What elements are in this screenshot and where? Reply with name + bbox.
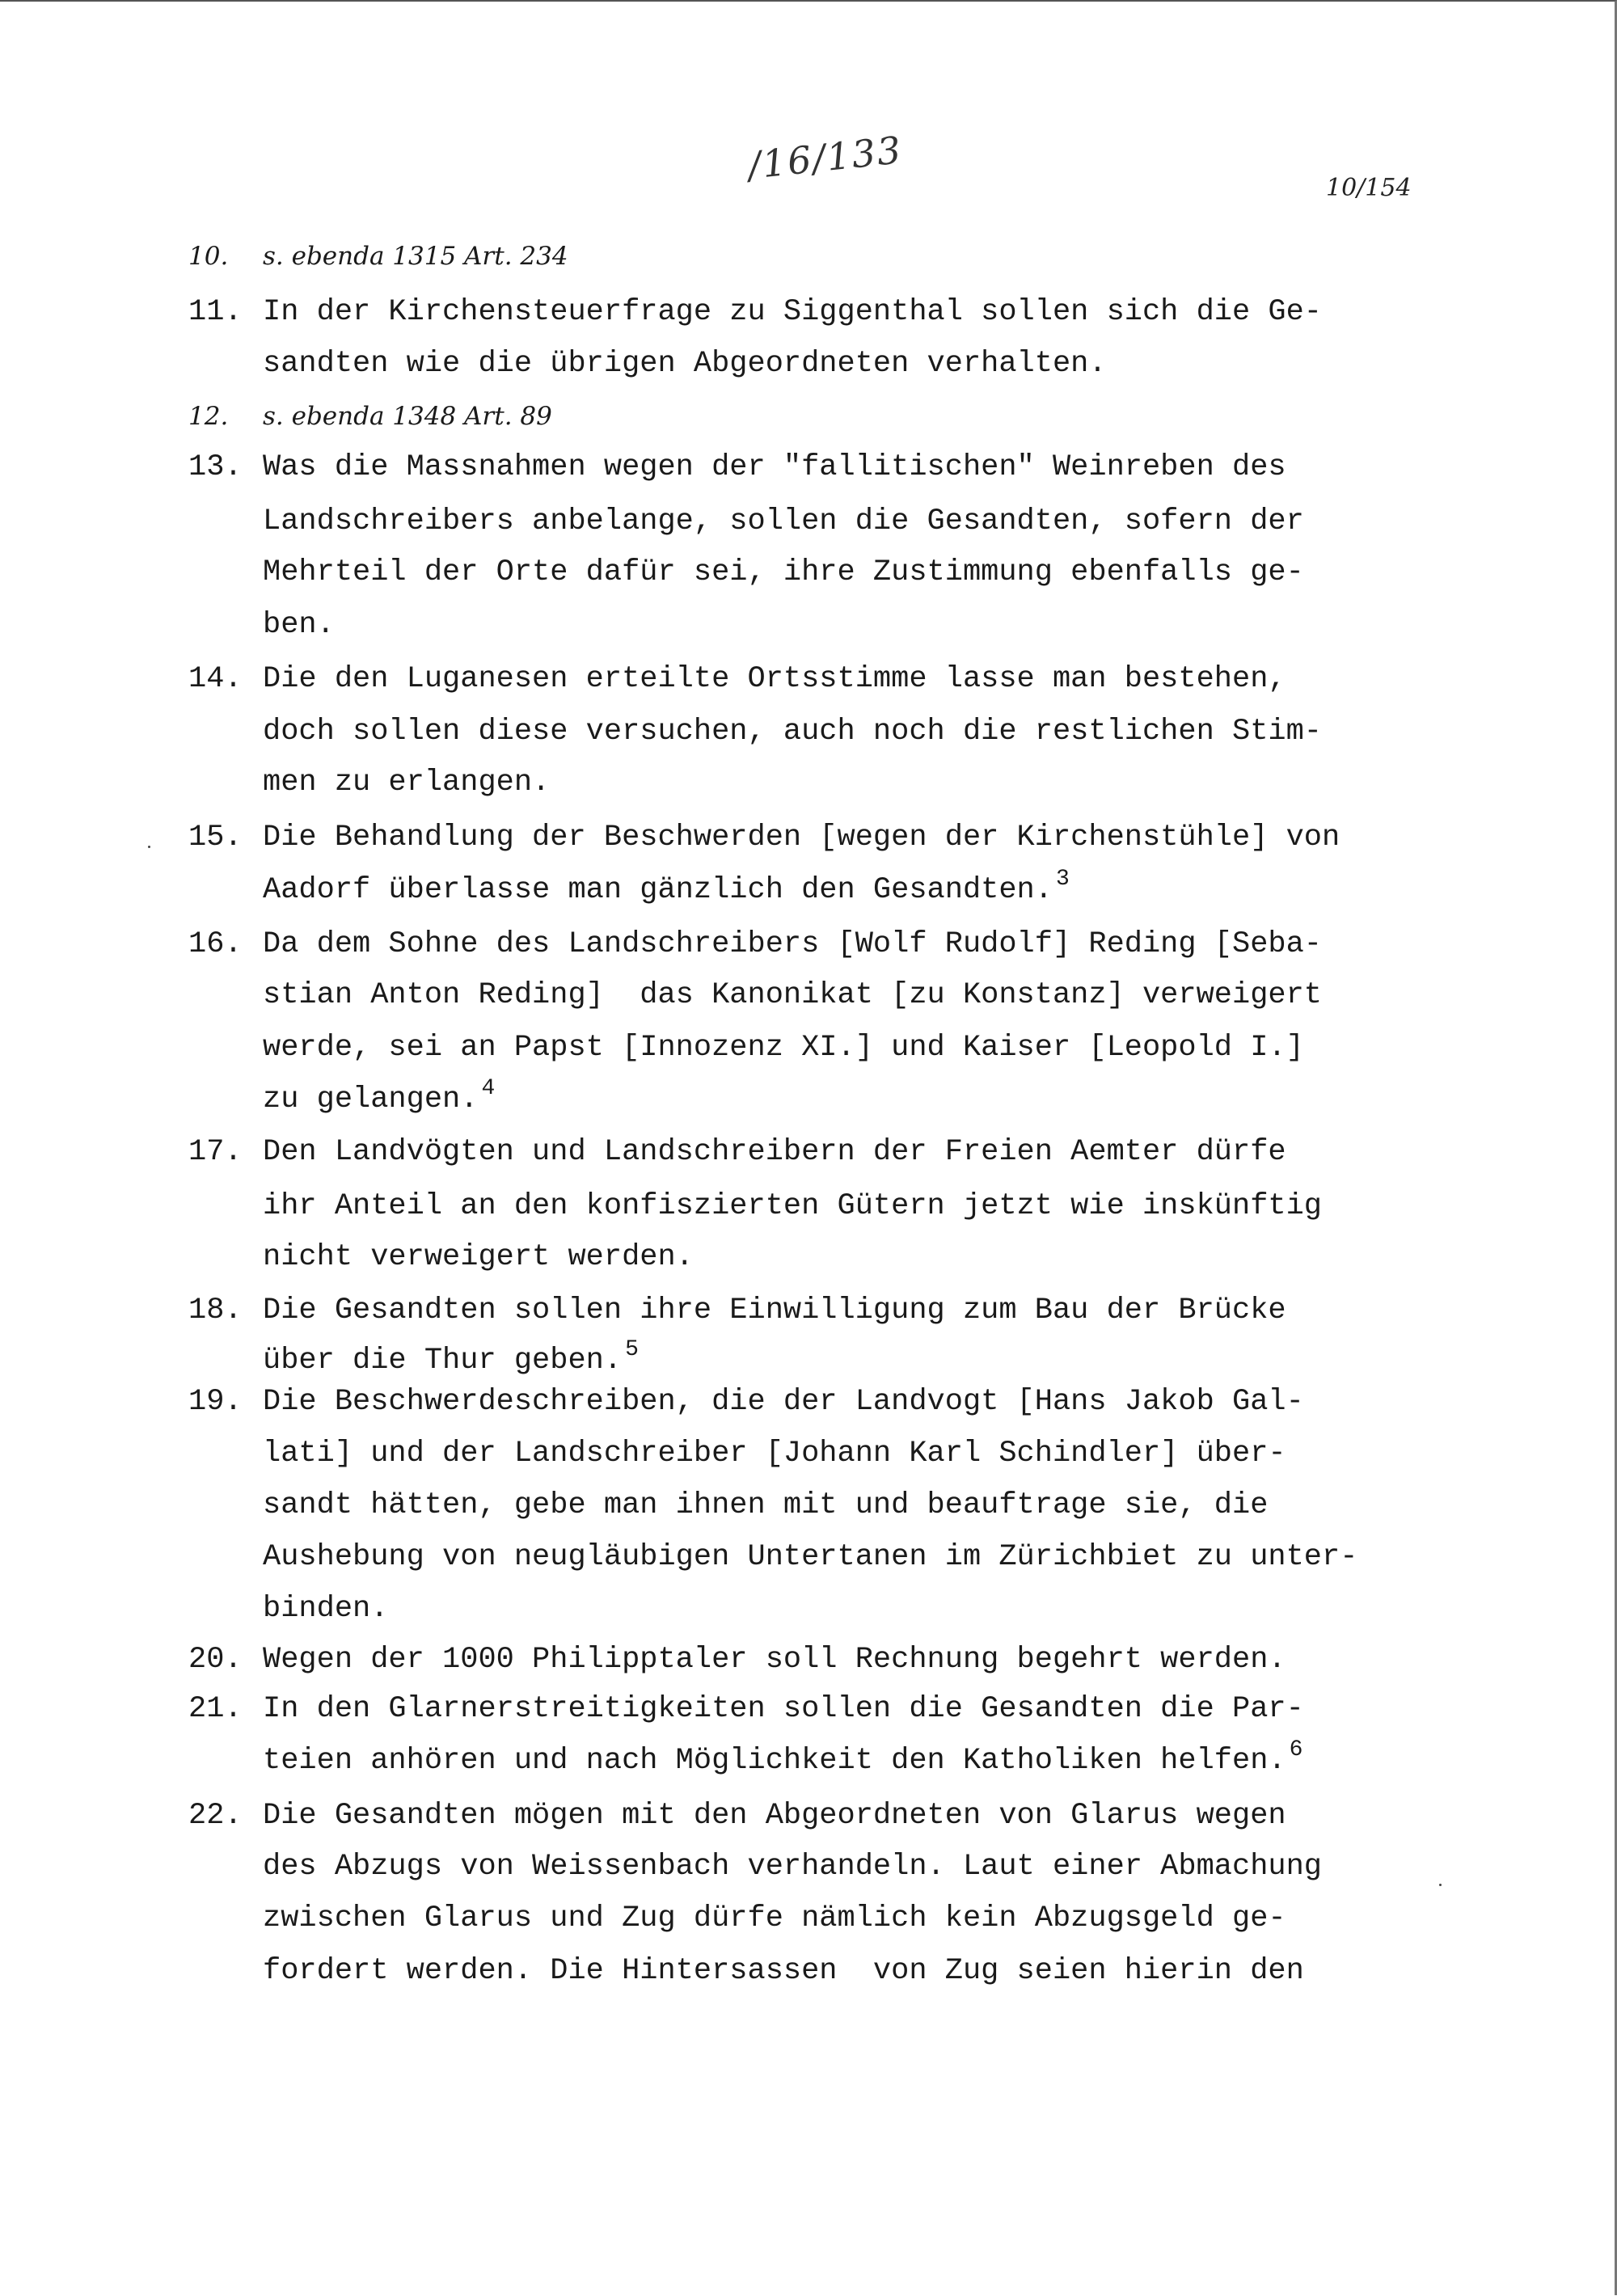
entry-number: 19. — [188, 1385, 243, 1419]
entry-number: 18. — [188, 1294, 243, 1327]
entry-number: 13. — [188, 450, 243, 484]
entry-text: ben. — [263, 608, 335, 642]
entry-text: teien anhören und nach Möglichkeit den Katholiken helfen. — [263, 1744, 1286, 1778]
entry-text-line — [263, 978, 1323, 1012]
page-number: 10/154 — [1326, 174, 1412, 202]
entry-text: fordert werden. Die Hintersassen von Zug seien hierin den — [263, 1954, 1304, 1988]
entry-text-line — [263, 349, 1107, 379]
entry-text-line — [263, 1852, 1322, 1882]
entry-text-line — [263, 867, 1070, 907]
entry-number: 16. — [188, 927, 243, 961]
entry-text: Wegen der 1000 Philipptaler soll Rechnung begehrt werden. — [263, 1643, 1286, 1677]
footnote-marker: 5 — [625, 1337, 639, 1362]
entry-text: s. ebenda 1315 Art. 234 — [263, 242, 568, 271]
entry-text: doch sollen diese versuchen, auch noch die restlichen Stim- — [263, 715, 1323, 749]
entry-text-line — [263, 295, 1323, 329]
entry-text: Was die Massnahmen wegen der "fallitischen" Weinreben des — [263, 450, 1286, 484]
entry-text: In den Glarnerstreitigkeiten sollen die Gesandten die Par- — [263, 1692, 1304, 1726]
entry-text-line — [263, 404, 552, 429]
entry-text-line — [263, 1901, 1286, 1935]
entry-text: Mehrteil der Orte dafür sei, ihre Zustimmung ebenfalls ge- — [263, 555, 1304, 589]
entry-text: Die Beschwerdeschreiben, die der Landvogt [Hans Jakob Gal- — [263, 1385, 1304, 1419]
entry-text-line — [263, 1801, 1286, 1831]
entry-text-line — [263, 1439, 1286, 1469]
entry-text-line — [263, 555, 1304, 589]
entry-text-line — [263, 1387, 1304, 1417]
entry-text-line — [263, 717, 1322, 747]
margin-speck — [1439, 1884, 1442, 1886]
entry-number: 12. — [188, 402, 229, 431]
entry-text: sandten wie die übrigen Abgeordneten verhalten. — [263, 347, 1107, 381]
entry-text-line — [263, 504, 1304, 538]
entry-text: In der Kirchensteuerfrage zu Siggenthal sollen sich die Ge- — [263, 295, 1323, 329]
entry-number: 15. — [188, 821, 243, 855]
entry-text: Aadorf überlasse man gänzlich den Gesandten. — [263, 873, 1053, 907]
entry-text-line — [263, 1189, 1323, 1223]
margin-speck — [148, 846, 150, 848]
entry-text-line — [263, 1956, 1304, 1986]
entry-text: stian Anton Reding] das Kanonikat [zu Konstanz] verweigert — [263, 978, 1323, 1012]
entry-text-line — [263, 927, 1323, 961]
entry-text-line — [263, 1137, 1286, 1167]
footnote-marker: 3 — [1055, 867, 1070, 892]
entry-text: zu gelangen. — [263, 1083, 479, 1116]
entry-text-line — [263, 768, 550, 798]
entry-text: binden. — [263, 1592, 389, 1626]
entry-number: 11. — [188, 295, 243, 329]
entry-text: men zu erlangen. — [263, 766, 551, 800]
entry-text: werde, sei an Papst [Innozenz XI.] und Kaiser [Leopold I.] — [263, 1031, 1304, 1065]
entry-number: 20. — [188, 1643, 243, 1677]
entry-text-line — [263, 1594, 388, 1624]
entry-text: nicht verweigert werden. — [263, 1240, 694, 1274]
entry-number: 22. — [188, 1799, 243, 1833]
entry-text: sandt hätten, gebe man ihnen mit und beauftrage sie, die — [263, 1488, 1269, 1522]
handwritten-folio-mark: /16/133 — [745, 128, 905, 188]
entry-number: 14. — [188, 662, 243, 696]
entry-text: Aushebung von neugläubigen Untertanen im Zürichbiet zu unter- — [263, 1540, 1358, 1574]
entry-text-line — [263, 662, 1286, 696]
entry-text: ihr Anteil an den konfiszierten Gütern jetzt wie inskünftig — [263, 1189, 1323, 1223]
entry-text: Die Gesandten mögen mit den Abgeordneten von Glarus wegen — [263, 1799, 1286, 1833]
entry-number: 17. — [188, 1135, 243, 1169]
entry-text-line — [263, 1645, 1286, 1675]
entry-text-line — [263, 1488, 1269, 1522]
entry-text: Die den Luganesen erteilte Ortsstimme lasse man bestehen, — [263, 662, 1286, 696]
footnote-marker: 6 — [1289, 1737, 1303, 1762]
entry-text: lati] und der Landschreiber [Johann Karl Schindler] über- — [263, 1437, 1286, 1471]
entry-number: 21. — [188, 1692, 243, 1726]
entry-text: Den Landvögten und Landschreibern der Freien Aemter dürfe — [263, 1135, 1286, 1169]
entry-text-line — [263, 1737, 1303, 1778]
entry-number: 10. — [188, 242, 229, 271]
footnote-marker: 4 — [481, 1076, 496, 1101]
entry-text-line — [263, 244, 568, 269]
entry-text-line — [263, 450, 1286, 484]
entry-text-line — [263, 1540, 1358, 1574]
entry-text-line — [263, 1033, 1304, 1063]
entry-text-line — [263, 1692, 1304, 1726]
entry-text: Da dem Sohne des Landschreibers [Wolf Rudolf] Reding [Seba- — [263, 927, 1323, 961]
entry-text: s. ebenda 1348 Art. 89 — [263, 402, 552, 431]
entry-text-line — [263, 1076, 496, 1116]
entry-text: zwischen Glarus und Zug dürfe nämlich kein Abzugsgeld ge- — [263, 1901, 1286, 1935]
entry-text: Die Behandlung der Beschwerden [wegen der Kirchenstühle] von — [263, 821, 1340, 855]
entry-text: über die Thur geben. — [263, 1344, 623, 1378]
entry-text: des Abzugs von Weissenbach verhandeln. Laut einer Abmachung — [263, 1850, 1323, 1884]
entry-text-line — [263, 1337, 639, 1378]
entry-text-line — [263, 1296, 1286, 1326]
entry-text: Landschreibers anbelange, sollen die Gesandten, sofern der — [263, 504, 1304, 538]
entry-text: Die Gesandten sollen ihre Einwilligung zum Bau der Brücke — [263, 1294, 1286, 1327]
entry-text-line — [263, 823, 1340, 853]
entry-text-line — [263, 1240, 694, 1274]
entry-text-line — [263, 610, 335, 640]
